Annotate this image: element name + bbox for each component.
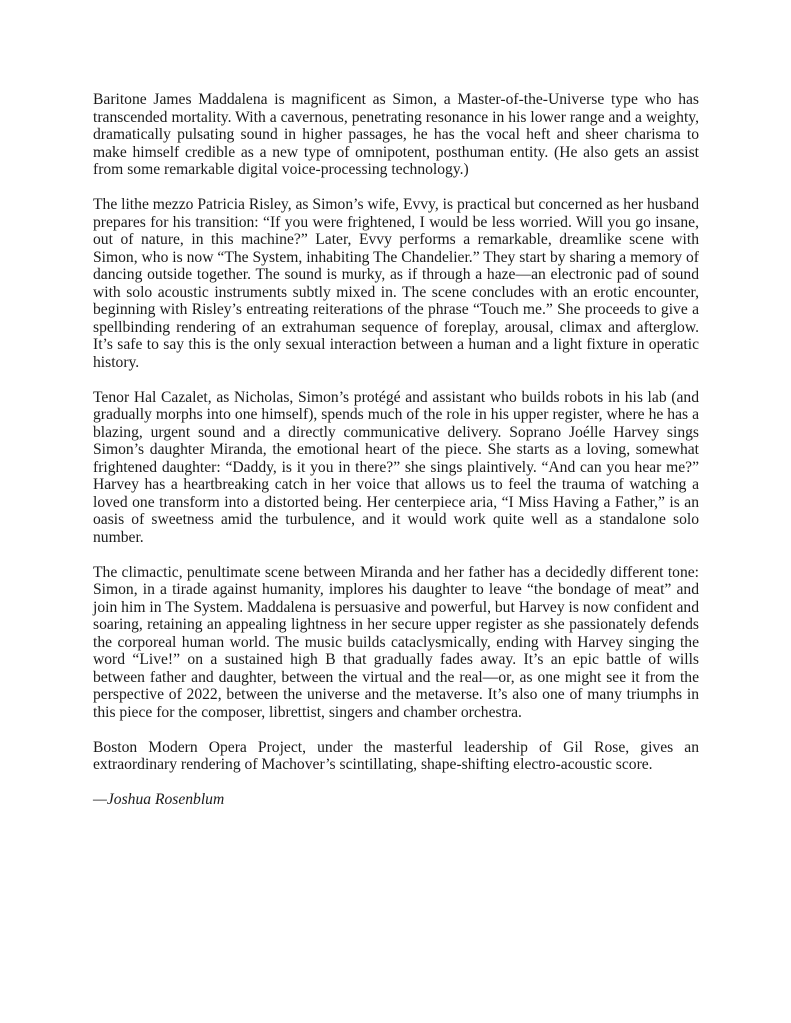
paragraph-cazalet-harvey: Tenor Hal Cazalet, as Nicholas, Simon’s protégé and assistant who builds robots in his lab (and gradually morphs into one himself), spends much of the role in his upper register, where he has a blazing, urgent sound and a directly communicative delivery. Soprano Joélle Harvey sings Simon’s daughter Miranda, the emotional heart of the piece. She starts as a loving, somewhat frightened daughter: “Daddy, is it you in there?” she sings plaintively. “And can you hear me?” Harvey has a heartbreaking catch in her voice that allows us to feel the trauma of watching a loved one transform into a distorted being. Her centerpiece aria, “I Miss Having a Father,” is an oasis of sweetness amid the turbulence, and it would work quite well as a standalone solo number. — [93, 388, 699, 546]
paragraph-risley: The lithe mezzo Patricia Risley, as Simon’s wife, Evvy, is practical but concerned as her husband prepares for his transition: “If you were frightened, I would be less worried. Will you go insane, out of nature, in this machine?” Later, Evvy performs a remarkable, dreamlike scene with Simon, who is now “The System, inhabiting The Chandelier.” They start by sharing a memory of dancing outside together. The sound is murky, as if through a haze—an electronic pad of sound with solo acoustic instruments subtly mixed in. The scene concludes with an erotic encounter, beginning with Risley’s entreating reiterations of the phrase “Touch me.” She proceeds to give a spellbinding rendering of an extrahuman sequence of foreplay, arousal, climax and afterglow. It’s safe to say this is the only sexual interaction between a human and a light fixture in operatic history. — [93, 196, 699, 371]
paragraph-climactic-scene: The climactic, penultimate scene between Miranda and her father has a decidedly different tone: Simon, in a tirade against humanity, implores his daughter to leave “the bondage of meat” and join him in The System. Maddalena is persuasive and powerful, but Harvey is now confident and soaring, retaining an appealing lightness in her secure upper register as she passionately defends the corporeal human world. The music builds cataclysmically, ending with Harvey singing the word “Live!” on a sustained high B that gradually fades away. It’s an epic battle of wills between father and daughter, between the virtual and the real—or, as one might see it from the perspective of 2022, between the universe and the metaverse. It’s also one of many triumphs in this piece for the composer, librettist, singers and chamber orchestra. — [93, 563, 699, 721]
document-page — [93, 91, 699, 809]
paragraph-bmop: Boston Modern Opera Project, under the masterful leadership of Gil Rose, gives an extraordinary rendering of Machover’s scintillating, shape-shifting electro-acoustic score. — [93, 738, 699, 773]
author-signature: —Joshua Rosenblum — [93, 791, 225, 808]
paragraph-maddalena: Baritone James Maddalena is magnificent as Simon, a Master-of-the-Universe type who has transcended mortality. With a cavernous, penetrating resonance in his lower range and a weighty, dramatically pulsating sound in higher passages, he has the vocal heft and sheer charisma to make himself credible as a new type of omnipotent, posthuman entity. (He also gets an assist from some remarkable digital voice-processing technology.) — [93, 91, 699, 178]
